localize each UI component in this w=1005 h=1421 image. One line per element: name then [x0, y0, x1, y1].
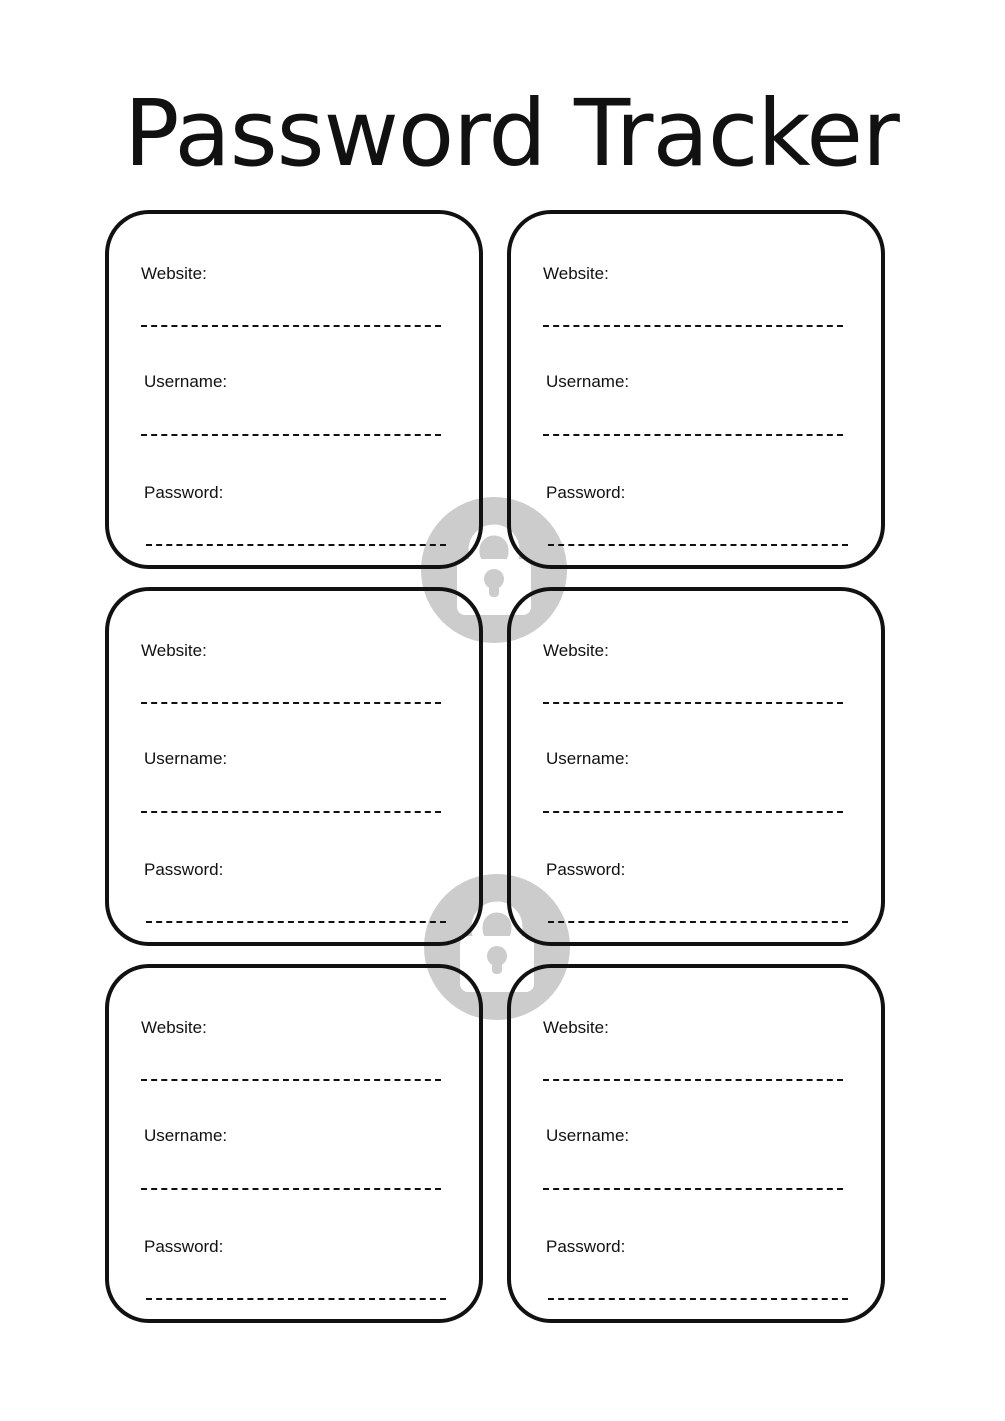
website-field[interactable]	[543, 325, 843, 327]
password-label: Password:	[546, 483, 626, 502]
password-label: Password:	[546, 1237, 626, 1256]
username-field[interactable]	[141, 434, 441, 436]
website-label: Website:	[543, 264, 609, 283]
password-label: Password:	[546, 860, 626, 879]
password-field[interactable]	[146, 921, 446, 923]
username-label: Username:	[546, 1126, 630, 1145]
page-title: Password Tracker	[124, 80, 899, 187]
website-label: Website:	[141, 641, 207, 660]
password-label: Password:	[144, 1237, 224, 1256]
username-label: Username:	[144, 372, 228, 391]
username-field[interactable]	[141, 1188, 441, 1190]
username-label: Username:	[546, 749, 630, 768]
website-field[interactable]	[141, 325, 441, 327]
password-card	[105, 964, 483, 1323]
password-label: Password:	[144, 483, 224, 502]
username-field[interactable]	[141, 811, 441, 813]
username-label: Username:	[144, 1126, 228, 1145]
website-field[interactable]	[141, 702, 441, 704]
password-label: Password:	[144, 860, 224, 879]
website-label: Website:	[543, 1018, 609, 1037]
password-card	[507, 964, 885, 1323]
password-card	[105, 587, 483, 946]
website-field[interactable]	[543, 702, 843, 704]
website-field[interactable]	[141, 1079, 441, 1081]
password-field[interactable]	[548, 921, 848, 923]
password-card	[105, 210, 483, 569]
password-card	[507, 587, 885, 946]
website-label: Website:	[543, 641, 609, 660]
password-field[interactable]	[146, 1298, 446, 1300]
password-field[interactable]	[146, 544, 446, 546]
website-field[interactable]	[543, 1079, 843, 1081]
website-label: Website:	[141, 1018, 207, 1037]
password-field[interactable]	[548, 1298, 848, 1300]
username-field[interactable]	[543, 811, 843, 813]
username-field[interactable]	[543, 434, 843, 436]
password-card	[507, 210, 885, 569]
password-field[interactable]	[548, 544, 848, 546]
username-label: Username:	[546, 372, 630, 391]
website-label: Website:	[141, 264, 207, 283]
username-label: Username:	[144, 749, 228, 768]
username-field[interactable]	[543, 1188, 843, 1190]
